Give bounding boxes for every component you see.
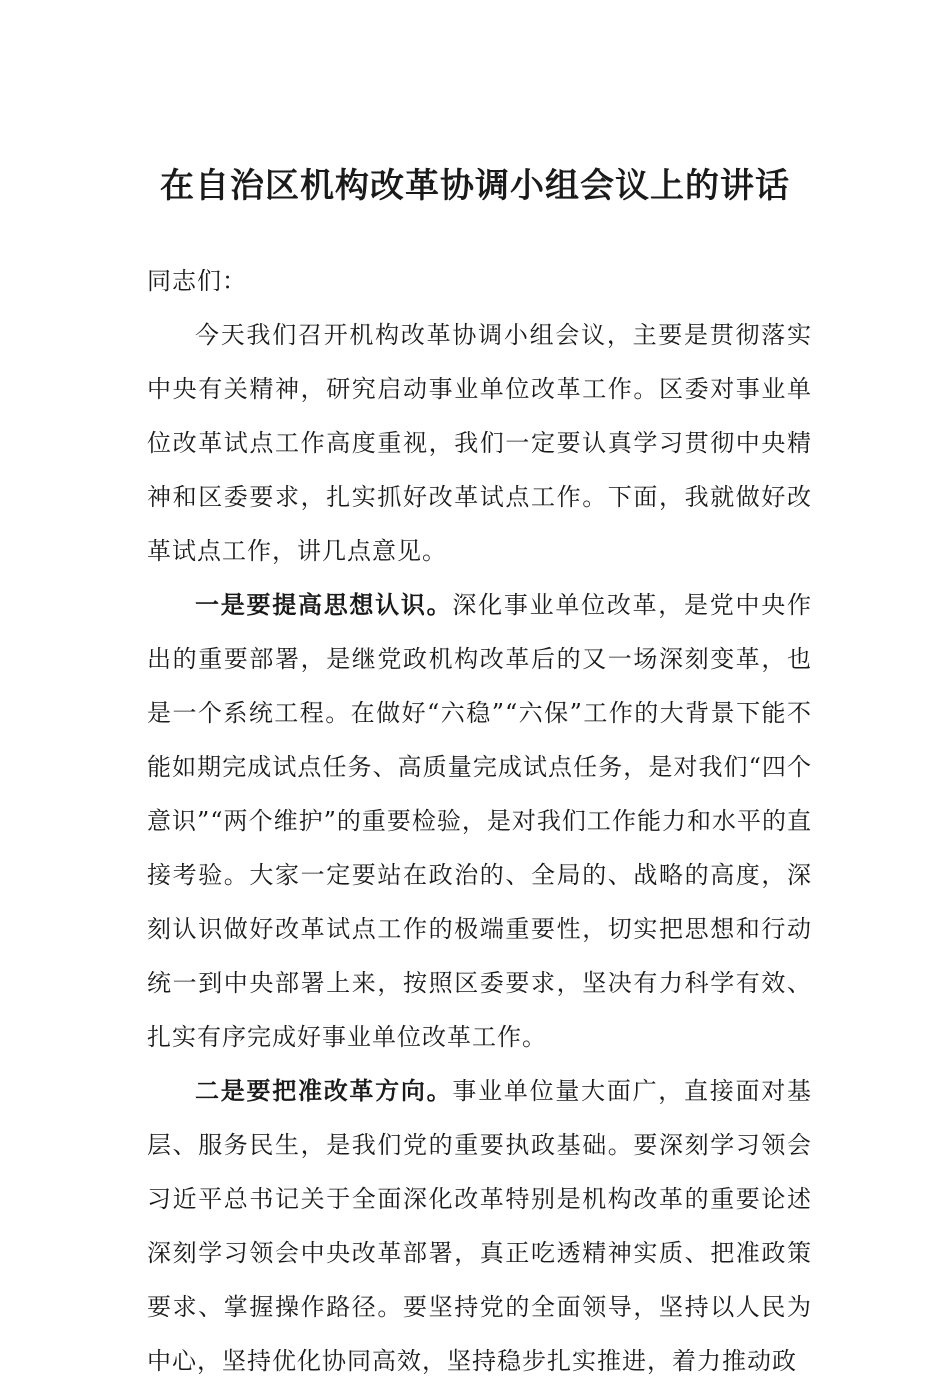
paragraph-text: 事业单位量大面广，直接面对基层、服务民生，是我们党的重要执政基础。要深刻学习领会习近平总书记关于全面深化改革特别是机构改革的重要论述深刻学习领会中央改革部署，真正吃透精神实质、把准政策要求、掌握操作路径。要坚持党的全面领导，坚持以人民为中心，坚持优化协同高效，坚持稳步扎实推进，着力推动政 [147,1077,812,1375]
paragraph-point-two [147,1064,812,1388]
paragraph-text: 今天我们召开机构改革协调小组会议，主要是贯彻落实中央有关精神，研究启动事业单位改革工作。区委对事业单位改革试点工作高度重视，我们一定要认真学习贯彻中央精神和区委要求，扎实抓好改革试点工作。下面，我就做好改革试点工作，讲几点意见。 [147,321,812,565]
paragraph-lead: 一是要提高思想认识。 [195,590,453,619]
paragraph-intro [147,308,812,578]
speech-body [147,254,812,1388]
salutation: 同志们： [147,267,247,295]
paragraph-point-one [147,578,812,1064]
paragraph-lead: 二是要把准改革方向。 [195,1076,453,1105]
paragraph-text: 深化事业单位改革，是党中央作出的重要部署，是继党政机构改革后的又一场深刻变革，也是一个系统工程。在做好“六稳”“六保”工作的大背景下能不能如期完成试点任务、高质量完成试点任务，是对我们“四个意识”“两个维护”的重要检验，是对我们工作能力和水平的直接考验。大家一定要站在政治的、全局的、战略的高度，深刻认识做好改革试点工作的极端重要性，切实把思想和行动统一到中央部署上来，按照区委要求，坚决有力科学有效、扎实有序完成好事业单位改革工作。 [147,591,812,1051]
document-title: 在自治区机构改革协调小组会议上的讲话 [160,166,790,206]
